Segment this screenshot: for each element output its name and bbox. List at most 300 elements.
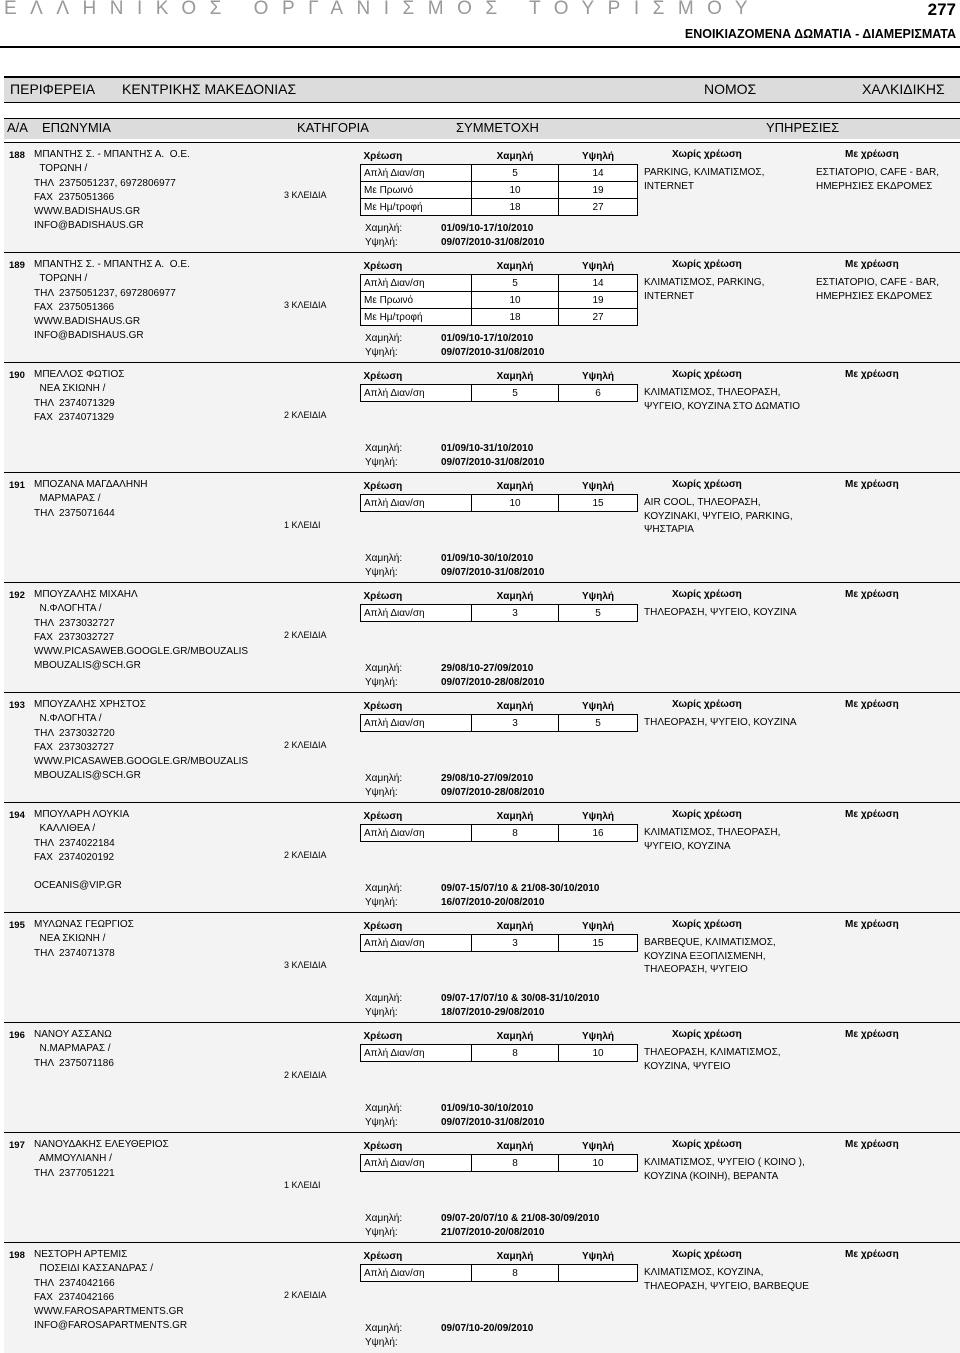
entry-details — [34, 258, 274, 344]
listing-entry — [4, 142, 960, 253]
high-label: Υψηλή — [582, 260, 614, 272]
low-season-label: Χαμηλή: — [365, 1103, 403, 1114]
price-table — [360, 368, 638, 402]
price-table — [360, 1028, 638, 1062]
free-services: ΚΛΙΜΑΤΙΣΜΟΣ, ΤΗΛΕΟΡΑΣΗ, ΨΥΓΕΙΟ, ΚΟΥΖΙΝΑ ΣΤΟ ΔΩΜΑΤΙΟ — [644, 387, 801, 412]
high-price: 19 — [559, 292, 638, 309]
free-services-label: Χωρίς χρέωση — [672, 1249, 742, 1260]
high-price: 15 — [559, 935, 638, 952]
low-season-label: Χαμηλή: — [365, 553, 403, 564]
paid-services-label: Με χρέωση — [845, 259, 899, 270]
entry-detail-line: INFO@FAROSAPARTMENTS.GR — [34, 1320, 188, 1332]
entry-category: 2 ΚΛΕΙΔΙΑ — [284, 410, 327, 420]
price-header-row — [361, 1138, 638, 1155]
low-season-row — [360, 663, 640, 677]
paid-services-label: Με χρέωση — [845, 1029, 899, 1040]
paid-services-label: Με χρέωση — [845, 1139, 899, 1150]
listing-entry — [4, 802, 960, 913]
entry-detail-line — [34, 865, 274, 879]
high-season-row — [360, 1337, 640, 1351]
entry-category: 2 ΚΛΕΙΔΙΑ — [284, 850, 327, 860]
price-table — [360, 1138, 638, 1172]
listing-entry — [4, 912, 960, 1023]
low-price: 10 — [472, 292, 559, 309]
entry-detail-line: ΤΗΛ 2375071186 — [34, 1057, 114, 1069]
header-rule — [0, 46, 960, 48]
free-services-label: Χωρίς χρέωση — [672, 369, 742, 380]
entry-category: 1 ΚΛΕΙΔΙ — [284, 1180, 321, 1190]
entry-number: 192 — [9, 590, 25, 601]
season-dates — [360, 663, 640, 691]
high-label: Υψηλή — [582, 590, 614, 602]
high-label: Υψηλή — [582, 150, 614, 162]
free-services-label: Χωρίς χρέωση — [672, 919, 742, 930]
high-price: 14 — [559, 275, 638, 292]
high-season-label: Υψηλή: — [365, 1337, 398, 1348]
low-price: 3 — [472, 605, 559, 622]
season-dates — [360, 1213, 640, 1241]
low-price: 5 — [472, 165, 559, 182]
high-price — [559, 1265, 638, 1282]
price-row — [361, 1265, 638, 1282]
high-season-dates: 09/07/2010-31/08/2010 — [441, 567, 545, 578]
low-season-row — [360, 773, 640, 787]
region-bar — [4, 76, 960, 103]
season-dates — [360, 333, 640, 361]
column-name: ΕΠΩΝΥΜΙΑ — [42, 120, 111, 135]
free-services-label: Χωρίς χρέωση — [672, 699, 742, 710]
charge-label: Χρέωση — [363, 260, 403, 272]
prefecture-label: ΝΟΜΟΣ — [704, 81, 757, 97]
price-row — [361, 1155, 638, 1172]
price-header-row — [361, 478, 638, 495]
entry-detail-line: ΤΗΛ 2375071644 — [34, 507, 115, 519]
entry-detail-line: ΝΕΑ ΣΚΙΩΝΗ / — [34, 383, 106, 395]
price-header-row — [361, 918, 638, 935]
entry-number: 198 — [9, 1250, 25, 1261]
low-label: Χαμηλή — [496, 1140, 534, 1152]
entry-detail-line: Ν.ΦΛΟΓΗΤΑ / — [34, 603, 102, 615]
low-season-dates: 09/07/10-20/09/2010 — [441, 1323, 534, 1334]
high-price: 5 — [559, 715, 638, 732]
price-header-row — [361, 368, 638, 385]
entry-detail-line: ΤΗΛ 2377051221 — [34, 1167, 115, 1179]
entry-detail-line: ΤΗΛ 2374042166 — [34, 1277, 115, 1289]
charge-label: Χρέωση — [363, 370, 403, 382]
price-table — [360, 478, 638, 512]
paid-services: ΕΣΤΙΑΤΟΡΙΟ, CAFE - BAR, ΗΜΕΡΗΣΙΕΣ ΕΚΔΡΟΜΕΣ — [816, 277, 940, 302]
season-dates — [360, 223, 640, 251]
paid-services: ΕΣΤΙΑΤΟΡΙΟ, CAFE - BAR, ΗΜΕΡΗΣΙΕΣ ΕΚΔΡΟΜΕΣ — [816, 167, 940, 192]
entry-name: ΜΠΑΝΤΗΣ Σ. - ΜΠΑΝΤΗΣ Α. Ο.Ε. — [34, 149, 190, 160]
entry-detail-line: WWW.FAROSAPARTMENTS.GR — [34, 1306, 184, 1318]
room-type: Απλή Διαν/ση — [361, 165, 472, 182]
low-label: Χαμηλή — [496, 370, 534, 382]
price-row — [361, 292, 638, 309]
entry-detail-line: FAX 2374071329 — [34, 411, 115, 423]
charge-label: Χρέωση — [363, 810, 403, 822]
charge-label: Χρέωση — [363, 1250, 403, 1262]
entry-detail-line: WWW.BADISHAUS.GR — [34, 316, 141, 328]
price-row — [361, 165, 638, 182]
high-price: 27 — [559, 309, 638, 326]
entry-detail-line: ΜΑΡΜΑΡΑΣ / — [34, 493, 101, 505]
low-season-row — [360, 883, 640, 897]
high-season-row — [360, 677, 640, 691]
high-season-dates: 18/07/2010-29/08/2010 — [441, 1007, 545, 1018]
price-table — [360, 918, 638, 952]
high-label: Υψηλή — [582, 1140, 614, 1152]
paid-services-label: Με χρέωση — [845, 149, 899, 160]
entry-category: 3 ΚΛΕΙΔΙΑ — [284, 190, 327, 200]
free-services: ΤΗΛΕΟΡΑΣΗ, ΨΥΓΕΙΟ, ΚΟΥΖΙΝΑ — [644, 607, 797, 618]
high-label: Υψηλή — [582, 810, 614, 822]
page-header — [0, 0, 960, 48]
low-season-label: Χαμηλή: — [365, 1213, 403, 1224]
entry-name: ΝΑΝΟΥ ΑΣΣΑΝΩ — [34, 1029, 112, 1040]
paid-services-label: Με χρέωση — [845, 589, 899, 600]
low-season-label: Χαμηλή: — [365, 1323, 403, 1334]
low-season-dates: 01/09/10-17/10/2010 — [441, 333, 534, 344]
price-header-row — [361, 148, 638, 165]
low-season-dates: 29/08/10-27/09/2010 — [441, 663, 534, 674]
high-season-label: Υψηλή: — [365, 567, 398, 578]
column-aa: Α/Α — [7, 120, 28, 135]
low-season-label: Χαμηλή: — [365, 883, 403, 894]
low-price: 3 — [472, 935, 559, 952]
high-season-row — [360, 1007, 640, 1021]
price-row — [361, 275, 638, 292]
entry-detail-line: FAX 2375051366 — [34, 191, 115, 203]
region-label: ΠΕΡΙΦΕΡΕΙΑ — [10, 81, 96, 97]
low-season-dates: 29/08/10-27/09/2010 — [441, 773, 534, 784]
entry-detail-line: ΤΗΛ 2374071329 — [34, 397, 115, 409]
high-season-dates: 21/07/2010-20/08/2010 — [441, 1227, 545, 1238]
price-header-row — [361, 258, 638, 275]
low-season-row — [360, 443, 640, 457]
low-season-dates: 09/07-20/07/10 & 21/08-30/09/2010 — [441, 1213, 600, 1224]
low-price: 8 — [472, 825, 559, 842]
column-services: ΥΠΗΡΕΣΙΕΣ — [766, 120, 840, 135]
price-row — [361, 495, 638, 512]
entry-detail-line: ΚΑΛΛΙΘΕΑ / — [34, 823, 96, 835]
listing-entry — [4, 1132, 960, 1243]
price-table — [360, 148, 638, 216]
season-dates — [360, 883, 640, 911]
low-price: 5 — [472, 385, 559, 402]
entry-number: 194 — [9, 810, 25, 821]
charge-label: Χρέωση — [363, 920, 403, 932]
paid-services-label: Με χρέωση — [845, 809, 899, 820]
free-services-label: Χωρίς χρέωση — [672, 479, 742, 490]
free-services-label: Χωρίς χρέωση — [672, 1029, 742, 1040]
entry-detail-line: ΤΗΛ 2373032720 — [34, 727, 115, 739]
high-season-dates: 09/07/2010-31/08/2010 — [441, 237, 545, 248]
entry-detail-line: ΝΕΑ ΣΚΙΩΝΗ / — [34, 933, 106, 945]
high-label: Υψηλή — [582, 1250, 614, 1262]
region-name: ΚΕΝΤΡΙΚΗΣ ΜΑΚΕΔΟΝΙΑΣ — [122, 81, 297, 97]
room-type: Με Ημ/τροφή — [361, 199, 472, 216]
entry-name: ΜΠΟΥΛΑΡΗ ΛΟΥΚΙΑ — [34, 809, 130, 820]
listing-entry — [4, 252, 960, 363]
high-price: 10 — [559, 1155, 638, 1172]
listing-entry — [4, 582, 960, 693]
free-services-label: Χωρίς χρέωση — [672, 259, 742, 270]
low-season-dates: 01/09/10-30/10/2010 — [441, 553, 534, 564]
entry-detail-line: MBOUZALIS@SCH.GR — [34, 660, 141, 672]
entry-detail-line: MBOUZALIS@SCH.GR — [34, 770, 141, 782]
free-services: ΚΛΙΜΑΤΙΣΜΟΣ, PARKING, INTERNET — [644, 277, 765, 302]
high-price: 14 — [559, 165, 638, 182]
room-type: Απλή Διαν/ση — [361, 275, 472, 292]
free-services: ΚΛΙΜΑΤΙΣΜΟΣ, ΚΟΥΖΙΝΑ, ΤΗΛΕΟΡΑΣΗ, ΨΥΓΕΙΟ, BARBEQUE — [644, 1267, 809, 1292]
low-price: 10 — [472, 182, 559, 199]
price-table — [360, 1248, 638, 1282]
free-services: ΤΗΛΕΟΡΑΣΗ, ΚΛΙΜΑΤΙΣΜΟΣ, ΚΟΥΖΙΝΑ, ΨΥΓΕΙΟ — [644, 1047, 781, 1072]
price-row — [361, 182, 638, 199]
entry-detail-line: WWW.BADISHAUS.GR — [34, 206, 141, 218]
free-services: BARBEQUE, ΚΛΙΜΑΤΙΣΜΟΣ, ΚΟΥΖΙΝΑ ΕΞΟΠΛΙΣΜΕΝΗ, ΤΗΛΕΟΡΑΣΗ, ΨΥΓΕΙΟ — [644, 937, 776, 975]
paid-services-label: Με χρέωση — [845, 699, 899, 710]
listing-entry — [4, 1242, 960, 1353]
price-table — [360, 588, 638, 622]
entry-category: 1 ΚΛΕΙΔΙ — [284, 520, 321, 530]
entry-name: ΜΠΟΥΖΑΛΗΣ ΜΙΧΑΗΛ — [34, 589, 138, 600]
low-label: Χαμηλή — [496, 700, 534, 712]
free-services-label: Χωρίς χρέωση — [672, 589, 742, 600]
entry-detail-line: ΠΟΣΕΙΔΙ ΚΑΣΣΑΝΔΡΑΣ / — [34, 1263, 154, 1275]
listing-entry — [4, 362, 960, 473]
column-header — [4, 118, 960, 139]
low-label: Χαμηλή — [496, 150, 534, 162]
entry-name: ΜΥΛΩΝΑΣ ΓΕΩΡΓΙΟΣ — [34, 919, 134, 930]
entry-detail-line: ΤΗΛ 2375051237, 6972806977 — [34, 177, 176, 189]
low-season-row — [360, 1103, 640, 1117]
high-season-label: Υψηλή: — [365, 897, 398, 908]
entry-detail-line: Ν.ΦΛΟΓΗΤΑ / — [34, 713, 102, 725]
room-type: Απλή Διαν/ση — [361, 495, 472, 512]
low-label: Χαμηλή — [496, 590, 534, 602]
high-label: Υψηλή — [582, 1030, 614, 1042]
low-season-row — [360, 333, 640, 347]
entry-details — [34, 1028, 274, 1071]
paid-services-label: Με χρέωση — [845, 479, 899, 490]
low-price: 3 — [472, 715, 559, 732]
price-row — [361, 825, 638, 842]
charge-label: Χρέωση — [363, 1030, 403, 1042]
entry-detail-line: ΑΜΜΟΥΛΙΑΝΗ / — [34, 1153, 112, 1165]
room-type: Απλή Διαν/ση — [361, 715, 472, 732]
high-price: 27 — [559, 199, 638, 216]
room-type: Απλή Διαν/ση — [361, 825, 472, 842]
low-season-label: Χαμηλή: — [365, 773, 403, 784]
page-number: 277 — [927, 0, 956, 19]
entry-number: 188 — [9, 150, 25, 161]
season-dates — [360, 993, 640, 1021]
high-season-row — [360, 567, 640, 581]
price-header-row — [361, 698, 638, 715]
price-table — [360, 698, 638, 732]
price-row — [361, 385, 638, 402]
high-label: Υψηλή — [582, 920, 614, 932]
price-row — [361, 1045, 638, 1062]
high-season-row — [360, 787, 640, 801]
entry-category: 2 ΚΛΕΙΔΙΑ — [284, 1070, 327, 1080]
entry-details — [34, 368, 274, 425]
charge-label: Χρέωση — [363, 700, 403, 712]
low-season-label: Χαμηλή: — [365, 443, 403, 454]
high-season-label: Υψηλή: — [365, 1117, 398, 1128]
low-season-label: Χαμηλή: — [365, 993, 403, 1004]
low-price: 5 — [472, 275, 559, 292]
room-type: Με Ημ/τροφή — [361, 309, 472, 326]
room-type: Απλή Διαν/ση — [361, 935, 472, 952]
entry-name: ΝΑΝΟΥΔΑΚΗΣ ΕΛΕΥΘΕΡΙΟΣ — [34, 1139, 169, 1150]
price-table — [360, 258, 638, 326]
high-season-dates: 09/07/2010-28/08/2010 — [441, 787, 545, 798]
high-season-label: Υψηλή: — [365, 237, 398, 248]
high-season-label: Υψηλή: — [365, 1007, 398, 1018]
high-season-row — [360, 1117, 640, 1131]
high-season-label: Υψηλή: — [365, 677, 398, 688]
entry-details — [34, 698, 274, 784]
price-row — [361, 715, 638, 732]
entry-details — [34, 808, 274, 894]
free-services: ΚΛΙΜΑΤΙΣΜΟΣ, ΨΥΓΕΙΟ ( ΚΟΙΝΟ ), ΚΟΥΖΙΝΑ (ΚΟΙΝΗ), ΒΕΡΑΝΤΑ — [644, 1157, 805, 1182]
price-table — [360, 808, 638, 842]
entry-name: ΜΠΟΖΑΝΑ ΜΑΓΔΑΛΗΝΗ — [34, 479, 148, 490]
low-season-dates: 01/09/10-17/10/2010 — [441, 223, 534, 234]
entry-details — [34, 478, 274, 521]
season-dates — [360, 773, 640, 801]
high-season-dates: 09/07/2010-31/08/2010 — [441, 457, 545, 468]
low-season-row — [360, 1213, 640, 1227]
low-price: 18 — [472, 309, 559, 326]
price-header-row — [361, 588, 638, 605]
price-row — [361, 935, 638, 952]
entry-detail-line: WWW.PICASAWEB.GOOGLE.GR/MBOUZALIS — [34, 756, 249, 768]
entry-number: 189 — [9, 260, 25, 271]
season-dates — [360, 443, 640, 471]
price-row — [361, 199, 638, 216]
price-header-row — [361, 1248, 638, 1265]
low-price: 10 — [472, 495, 559, 512]
entry-number: 197 — [9, 1140, 25, 1151]
room-type: Με Πρωινό — [361, 182, 472, 199]
high-label: Υψηλή — [582, 700, 614, 712]
low-season-row — [360, 553, 640, 567]
entry-detail-line: ΤΗΛ 2374071378 — [34, 947, 115, 959]
high-price: 6 — [559, 385, 638, 402]
paid-services-label: Με χρέωση — [845, 1249, 899, 1260]
high-season-row — [360, 457, 640, 471]
entry-details — [34, 918, 274, 961]
season-dates — [360, 553, 640, 581]
low-season-label: Χαμηλή: — [365, 663, 403, 674]
column-category: ΚΑΤΗΓΟΡΙΑ — [297, 120, 369, 135]
high-season-dates: 09/07/2010-28/08/2010 — [441, 677, 545, 688]
organization-name: ΕΛΛΗΝΙΚΟΣ ΟΡΓΑΝΙΣΜΟΣ ΤΟΥΡΙΣΜΟΥ — [4, 0, 762, 19]
high-price: 5 — [559, 605, 638, 622]
column-participation: ΣΥΜΜΕΤΟΧΗ — [456, 120, 539, 135]
low-label: Χαμηλή — [496, 920, 534, 932]
low-season-label: Χαμηλή: — [365, 223, 403, 234]
high-season-dates: 16/07/2010-20/08/2010 — [441, 897, 545, 908]
room-type: Απλή Διαν/ση — [361, 1045, 472, 1062]
paid-services-label: Με χρέωση — [845, 369, 899, 380]
price-header-row — [361, 808, 638, 825]
price-header-row — [361, 1028, 638, 1045]
entry-name: ΜΠΑΝΤΗΣ Σ. - ΜΠΑΝΤΗΣ Α. Ο.Ε. — [34, 259, 190, 270]
high-season-row — [360, 1227, 640, 1241]
low-season-label: Χαμηλή: — [365, 333, 403, 344]
entry-detail-line: OCEANIS@VIP.GR — [34, 880, 122, 892]
low-label: Χαμηλή — [496, 1030, 534, 1042]
low-price: 8 — [472, 1045, 559, 1062]
entry-details — [34, 148, 274, 234]
entry-detail-line: ΤΟΡΩΝΗ / — [34, 273, 88, 285]
high-season-row — [360, 237, 640, 251]
season-dates — [360, 1323, 640, 1351]
entry-category: 2 ΚΛΕΙΔΙΑ — [284, 740, 327, 750]
entry-detail-line: FAX 2375051366 — [34, 301, 115, 313]
low-label: Χαμηλή — [496, 1250, 534, 1262]
entry-name: ΜΠΕΛΛΟΣ ΦΩΤΙΟΣ — [34, 369, 125, 380]
entry-detail-line: Ν.ΜΑΡΜΑΡΑΣ / — [34, 1043, 111, 1055]
free-services: AIR COOL, ΤΗΛΕΟΡΑΣΗ, ΚΟΥΖΙΝΑΚΙ, ΨΥΓΕΙΟ, PARKING, ΨΗΣΤΑΡΙΑ — [644, 497, 793, 535]
entry-details — [34, 1138, 274, 1181]
charge-label: Χρέωση — [363, 480, 403, 492]
entry-number: 193 — [9, 700, 25, 711]
low-price: 8 — [472, 1265, 559, 1282]
low-season-dates: 09/07-15/07/10 & 21/08-30/10/2010 — [441, 883, 600, 894]
free-services: PARKING, ΚΛΙΜΑΤΙΣΜΟΣ, INTERNET — [644, 167, 765, 192]
entry-number: 196 — [9, 1030, 25, 1041]
room-type: Απλή Διαν/ση — [361, 1265, 472, 1282]
room-type: Απλή Διαν/ση — [361, 1155, 472, 1172]
entry-number: 191 — [9, 480, 25, 491]
low-season-row — [360, 993, 640, 1007]
low-label: Χαμηλή — [496, 810, 534, 822]
high-season-row — [360, 347, 640, 361]
high-label: Υψηλή — [582, 480, 614, 492]
entry-category: 2 ΚΛΕΙΔΙΑ — [284, 1290, 327, 1300]
entry-details — [34, 588, 274, 674]
free-services-label: Χωρίς χρέωση — [672, 809, 742, 820]
entry-name: ΜΠΟΥΖΑΛΗΣ ΧΡΗΣΤΟΣ — [34, 699, 146, 710]
entry-number: 190 — [9, 370, 25, 381]
low-price: 8 — [472, 1155, 559, 1172]
high-price: 19 — [559, 182, 638, 199]
entry-detail-line: INFO@BADISHAUS.GR — [34, 330, 144, 342]
entry-category: 2 ΚΛΕΙΔΙΑ — [284, 630, 327, 640]
high-season-label: Υψηλή: — [365, 1227, 398, 1238]
low-label: Χαμηλή — [496, 480, 534, 492]
paid-services-label: Με χρέωση — [845, 919, 899, 930]
entry-detail-line: WWW.PICASAWEB.GOOGLE.GR/MBOUZALIS — [34, 646, 249, 658]
low-price: 18 — [472, 199, 559, 216]
room-type: Απλή Διαν/ση — [361, 385, 472, 402]
low-season-dates: 01/09/10-30/10/2010 — [441, 1103, 534, 1114]
high-season-row — [360, 897, 640, 911]
entry-detail-line: FAX 2373032727 — [34, 631, 115, 643]
entry-detail-line: FAX 2373032727 — [34, 741, 115, 753]
free-services-label: Χωρίς χρέωση — [672, 1139, 742, 1150]
low-label: Χαμηλή — [496, 260, 534, 272]
entry-number: 195 — [9, 920, 25, 931]
document-subtitle: ΕΝΟΙΚΙΑΖΟΜΕΝΑ ΔΩΜΑΤΙΑ - ΔΙΑΜΕΡΙΣΜΑΤΑ — [684, 27, 956, 41]
high-season-label: Υψηλή: — [365, 787, 398, 798]
